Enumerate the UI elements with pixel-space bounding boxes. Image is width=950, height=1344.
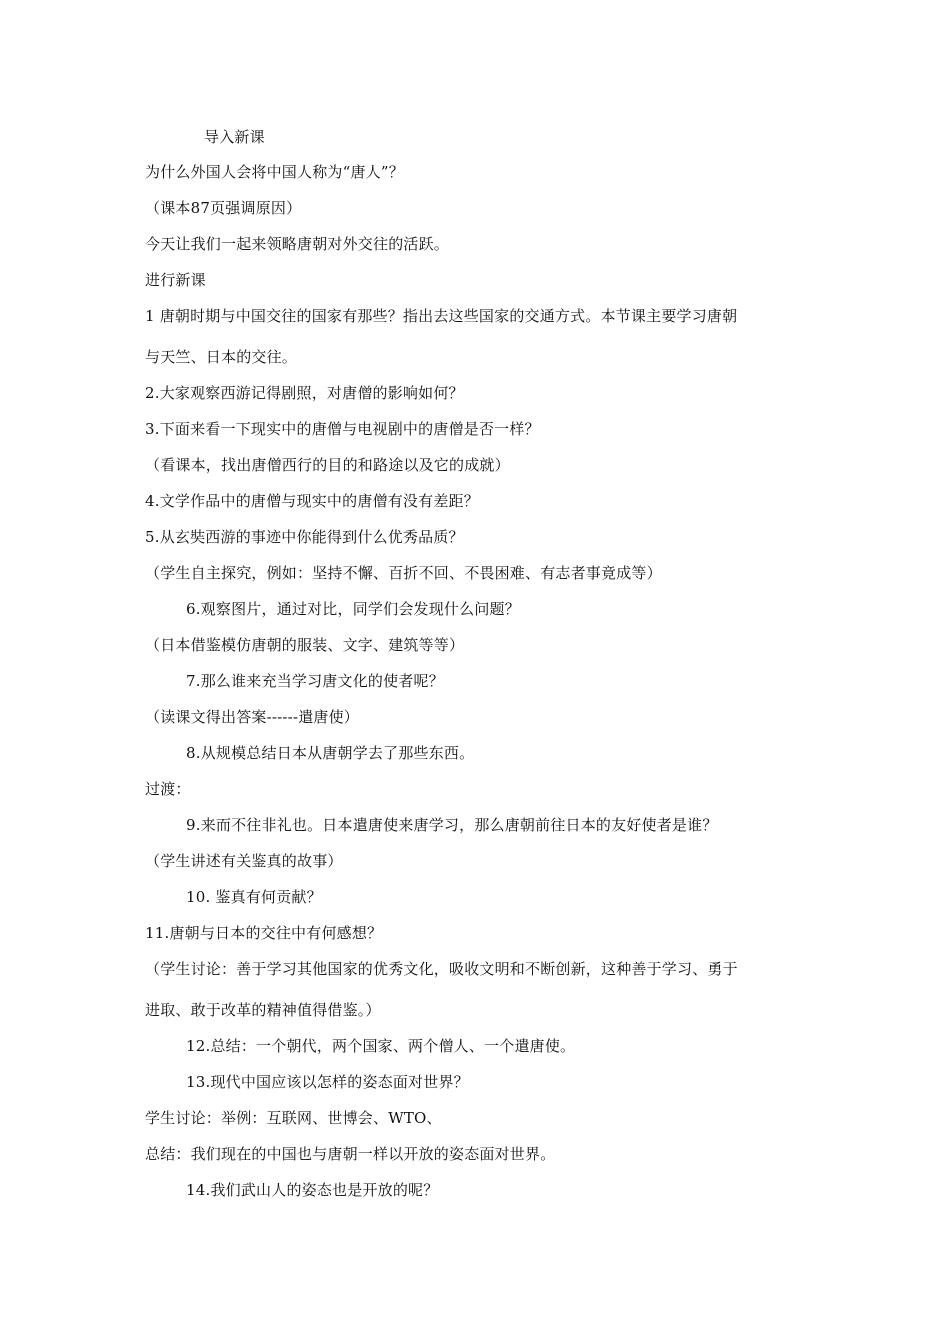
text-line: （日本借鉴模仿唐朝的服装、文字、建筑等等） [145,636,465,654]
text-line: 11.唐朝与日本的交往中有何感想？ [145,924,383,942]
text-line: 3.下面来看一下现实中的唐僧与电视剧中的唐僧是否一样？ [145,420,540,438]
text-line: 进取、敢于改革的精神值得借鉴。） [145,1001,381,1019]
text-line: （学生自主探究，例如：坚持不懈、百折不回、不畏困难、有志者事竟成等） [145,564,662,582]
text-line: 9.来而不往非礼也。日本遣唐使来唐学习，那么唐朝前往日本的友好使者是谁？ [186,816,718,834]
text-line: 14.我们武山人的姿态也是开放的呢？ [186,1181,439,1199]
text-line: 4.文学作品中的唐僧与现实中的唐僧有没有差距？ [145,492,479,510]
text-line: 5.从玄奘西游的事迹中你能得到什么优秀品质？ [145,528,464,546]
text-line: 过渡： [145,780,191,798]
text-line: （课本87页强调原因） [145,199,302,217]
text-line: 为什么外国人会将中国人称为“唐人”？ [145,163,404,181]
text-line: 8.从规模总结日本从唐朝学去了那些东西。 [186,744,475,762]
text-line: （学生讲述有关鉴真的故事） [145,852,343,870]
text-line: （学生讨论：善于学习其他国家的优秀文化，吸收文明和不断创新，这种善于学习、勇于 [145,960,738,978]
section-heading-intro: 导入新课 [204,128,265,146]
text-line: 2.大家观察西游记得剧照，对唐僧的影响如何？ [145,384,464,402]
text-line: （读课文得出答案------遣唐使） [145,708,360,726]
text-line: 学生讨论：举例：互联网、世博会、WTO、 [145,1109,442,1127]
text-line: 13.现代中国应该以怎样的姿态面对世界？ [186,1073,469,1091]
text-line: 总结：我们现在的中国也与唐朝一样以开放的姿态面对世界。 [145,1145,556,1163]
text-line: 1 唐朝时期与中国交往的国家有那些？指出去这些国家的交通方式。本节课主要学习唐朝 [145,307,738,325]
text-line: 与天竺、日本的交往。 [145,348,298,366]
text-line: 7.那么谁来充当学习唐文化的使者呢？ [186,672,444,690]
text-line: 今天让我们一起来领略唐朝对外交往的活跃。 [145,235,450,253]
text-line: 6.观察图片，通过对比，同学们会发现什么问题？ [186,600,520,618]
text-line: 12.总结：一个朝代，两个国家、两个僧人、一个遣唐使。 [186,1037,576,1055]
section-heading-new-lesson: 进行新课 [145,271,206,289]
text-line: （看课本，找出唐僧西行的目的和路途以及它的成就） [145,456,510,474]
text-line: 10. 鉴真有何贡献？ [186,888,322,906]
